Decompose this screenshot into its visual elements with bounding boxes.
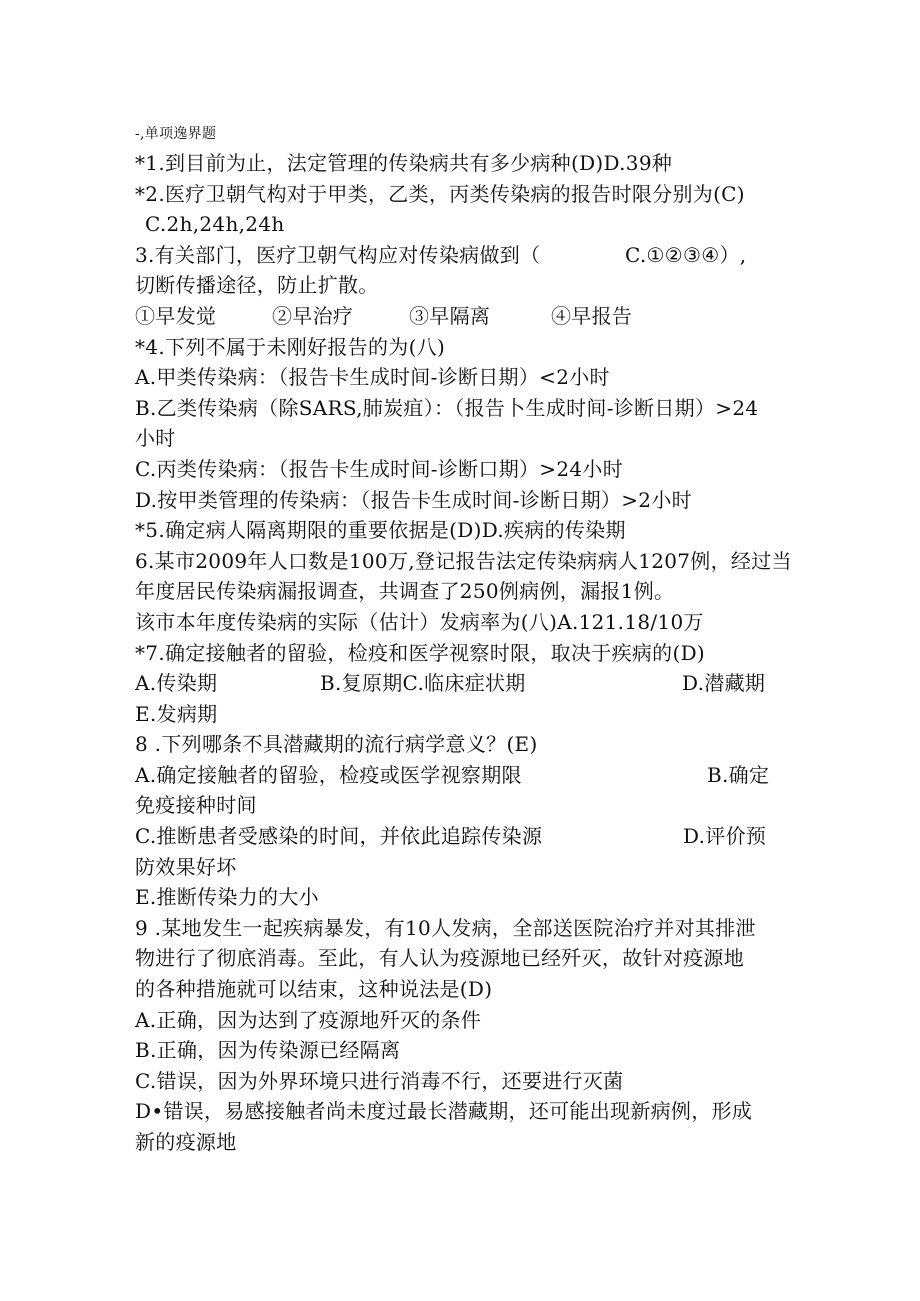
question-8-row-cd [135,821,785,852]
question-8-option-b-continuation: 免疫接种时间 [135,793,257,818]
question-6-line-2: 年度居民传染病漏报调查，共调查了250例病例，漏报1例。 [135,579,675,604]
question-7-option-a: A.传染期 [135,671,218,696]
option-item: ①早发觉 [135,303,217,328]
question-7-stem: *7.确定接触者的留验，检疫和医学视察时限，取决于疾病的(D) [135,640,706,665]
question-9-line-3: 的各种措施就可以结束，这种说法是(D) [135,977,493,1002]
question-9-option-b: B.正确，因为传染源已经隔离 [135,1038,401,1063]
question-8-option-b: B.确定 [707,762,770,787]
question-1: *1.到目前为止，法定管理的传染病共有多少病种(D)D.39种 [135,151,673,175]
question-7-options [135,668,785,699]
question-6-line-1: 6.某市2009年人口数是100万,登记报告法定传染病病人1207例，经过当 [135,548,792,573]
question-9-option-a: A.正确，因为达到了疫源地歼灭的条件 [135,1007,482,1032]
question-8-option-a: A.确定接触者的留验，检疫或医学视察期限 [135,762,522,787]
question-8-stem: 8 .下列哪条不具潜藏期的流行病学意义？(E) [135,732,538,757]
question-3-continuation: 切断传播途径，防止扩散。 [135,273,379,298]
question-4-option-b: B.乙类传染病（除SARS,肺炭疽）：（报告卜生成时间-诊断日期）>24 [135,395,759,420]
option-item: ②早治疗 [272,303,354,328]
question-4-stem: *4.下列不属于未刚好报告的为(八) [135,334,446,359]
question-8-row-ab [135,760,785,791]
question-9-line-2: 物进行了彻底消毒。至此，有人认为疫源地已经歼灭，故针对疫源地 [135,946,744,971]
question-4-option-d: D.按甲类管理的传染病：（报告卡生成时间-诊断日期）>2小时 [135,487,692,512]
question-4-option-a: A.甲类传染病：（报告卡生成时间-诊断日期）<2小时 [135,365,610,390]
question-3-stem [135,240,785,271]
question-5: *5.确定病人隔离期限的重要依据是(D)D.疾病的传染期 [135,518,626,543]
option-item: ③早隔离 [409,303,491,328]
question-8-option-d-continuation: 防效果好坏 [135,854,237,879]
question-4-option-c: C.丙类传染病：（报告卡生成时间-诊断口期）>24小时 [135,456,624,481]
question-6-line-3: 该市本年度传染病的实际（估计）发病率为(八)A.121.18/10万 [135,609,704,634]
question-8-option-c: C.推断患者受感染的时间，并依此追踪传染源 [135,824,543,849]
question-9-line-1: 9 .某地发生一起疾病暴发，有10人发病，全部送医院治疗并对其排泄 [135,915,756,940]
question-7-option-bc: B.复原期C.临床症状期 [320,671,526,696]
question-list [135,118,792,1158]
question-7-option-d: D.潜藏期 [682,671,766,696]
question-8-option-d: D.评价预 [683,824,767,849]
question-4-option-b-continuation: 小时 [135,426,176,451]
question-2-answer: C.2h,24h,24h [145,212,285,237]
question-8-option-e: E.推断传染力的大小 [135,885,319,910]
question-9-option-c: C.错误，因为外界环境只进行消毒不行，还要进行灭菌 [135,1068,624,1093]
section-title: -,单项逸界题 [135,126,217,142]
question-3-answer: C.①②③④）, [625,242,747,267]
question-7-option-e: E.发病期 [135,701,218,726]
question-3-options [135,301,785,332]
option-item: ④早报告 [551,303,633,328]
question-2-stem: *2.医疗卫朝气构对于甲类，乙类，丙类传染病的报告时限分别为(C) [135,181,745,206]
question-3-text: 3.有关部门，医疗卫朝气构应对传染病做到（ [135,242,541,267]
question-9-option-d: D•错误，易感接触者尚未度过最长潜藏期，还可能出现新病例，形成 [135,1099,753,1124]
question-9-option-d-continuation: 新的疫源地 [135,1130,237,1154]
